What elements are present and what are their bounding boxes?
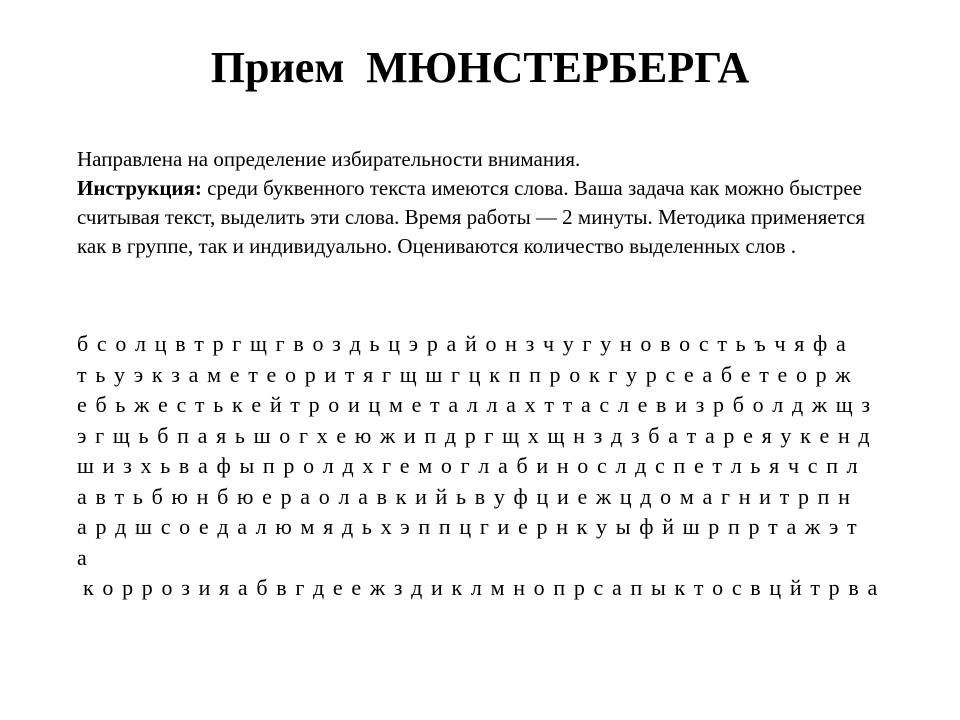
instruction-label: Инструкция: [77, 176, 202, 200]
description-block [77, 145, 877, 261]
letter-row: а в т ь б ю н б ю е р а о л а в к и й ь в у ф ц и е ж ц д о м а г н и т р п н [77, 483, 852, 509]
instruction-text: среди буквенного текста имеются слова. Ваша задача как можно быстрее считывая текст, выделить эти слова. Время работы — 2 минуты. Методика применяется как в группе, так и индивидуально. Оцениваются количество выделенных слов . [77, 176, 866, 258]
letter-row: а [77, 544, 89, 570]
instruction-paragraph [77, 174, 877, 261]
letter-grid [77, 329, 907, 604]
letter-row: а р д ш с о е д а л ю м я д ь х э п п ц г и е р н к у ы ф й ш р п р т а ж э т [77, 514, 859, 539]
letter-row: к о р р о з и я а б в г д е е ж з д и к л м н о п р с а п ы к т о с в ц й т р в а [83, 575, 879, 600]
letter-row: э г щ ь б п а я ь ш о г х е ю ж и п д р г щ х щ н з д з б а т а р е я у к е н д [77, 422, 872, 448]
letter-row: ш и з х ь в а ф ы п р о л д х г е м о г л а б и н о с л д с п е т л ь я ч с п л [77, 453, 860, 478]
intro-text: Направлена на определение избирательности внимания. [77, 147, 581, 171]
letter-row: т ь у э к з а м е т е о р и т я г щ ш г ц к п п р о к г у р с е а б е т е о р ж [77, 361, 853, 387]
page-title: Прием МЮНСТЕРБЕРГА [210, 43, 750, 92]
letter-row: б с о л ц в т р г щ г в о з д ь ц э р а й о н з ч у г у н о в о с т ь ъ ч я ф а [77, 331, 848, 356]
letter-row: е б ь ж е с т ь к е й т р о и ц м е т а л л а х т т а с л е в и з р б о л д ж щ з [77, 392, 872, 417]
